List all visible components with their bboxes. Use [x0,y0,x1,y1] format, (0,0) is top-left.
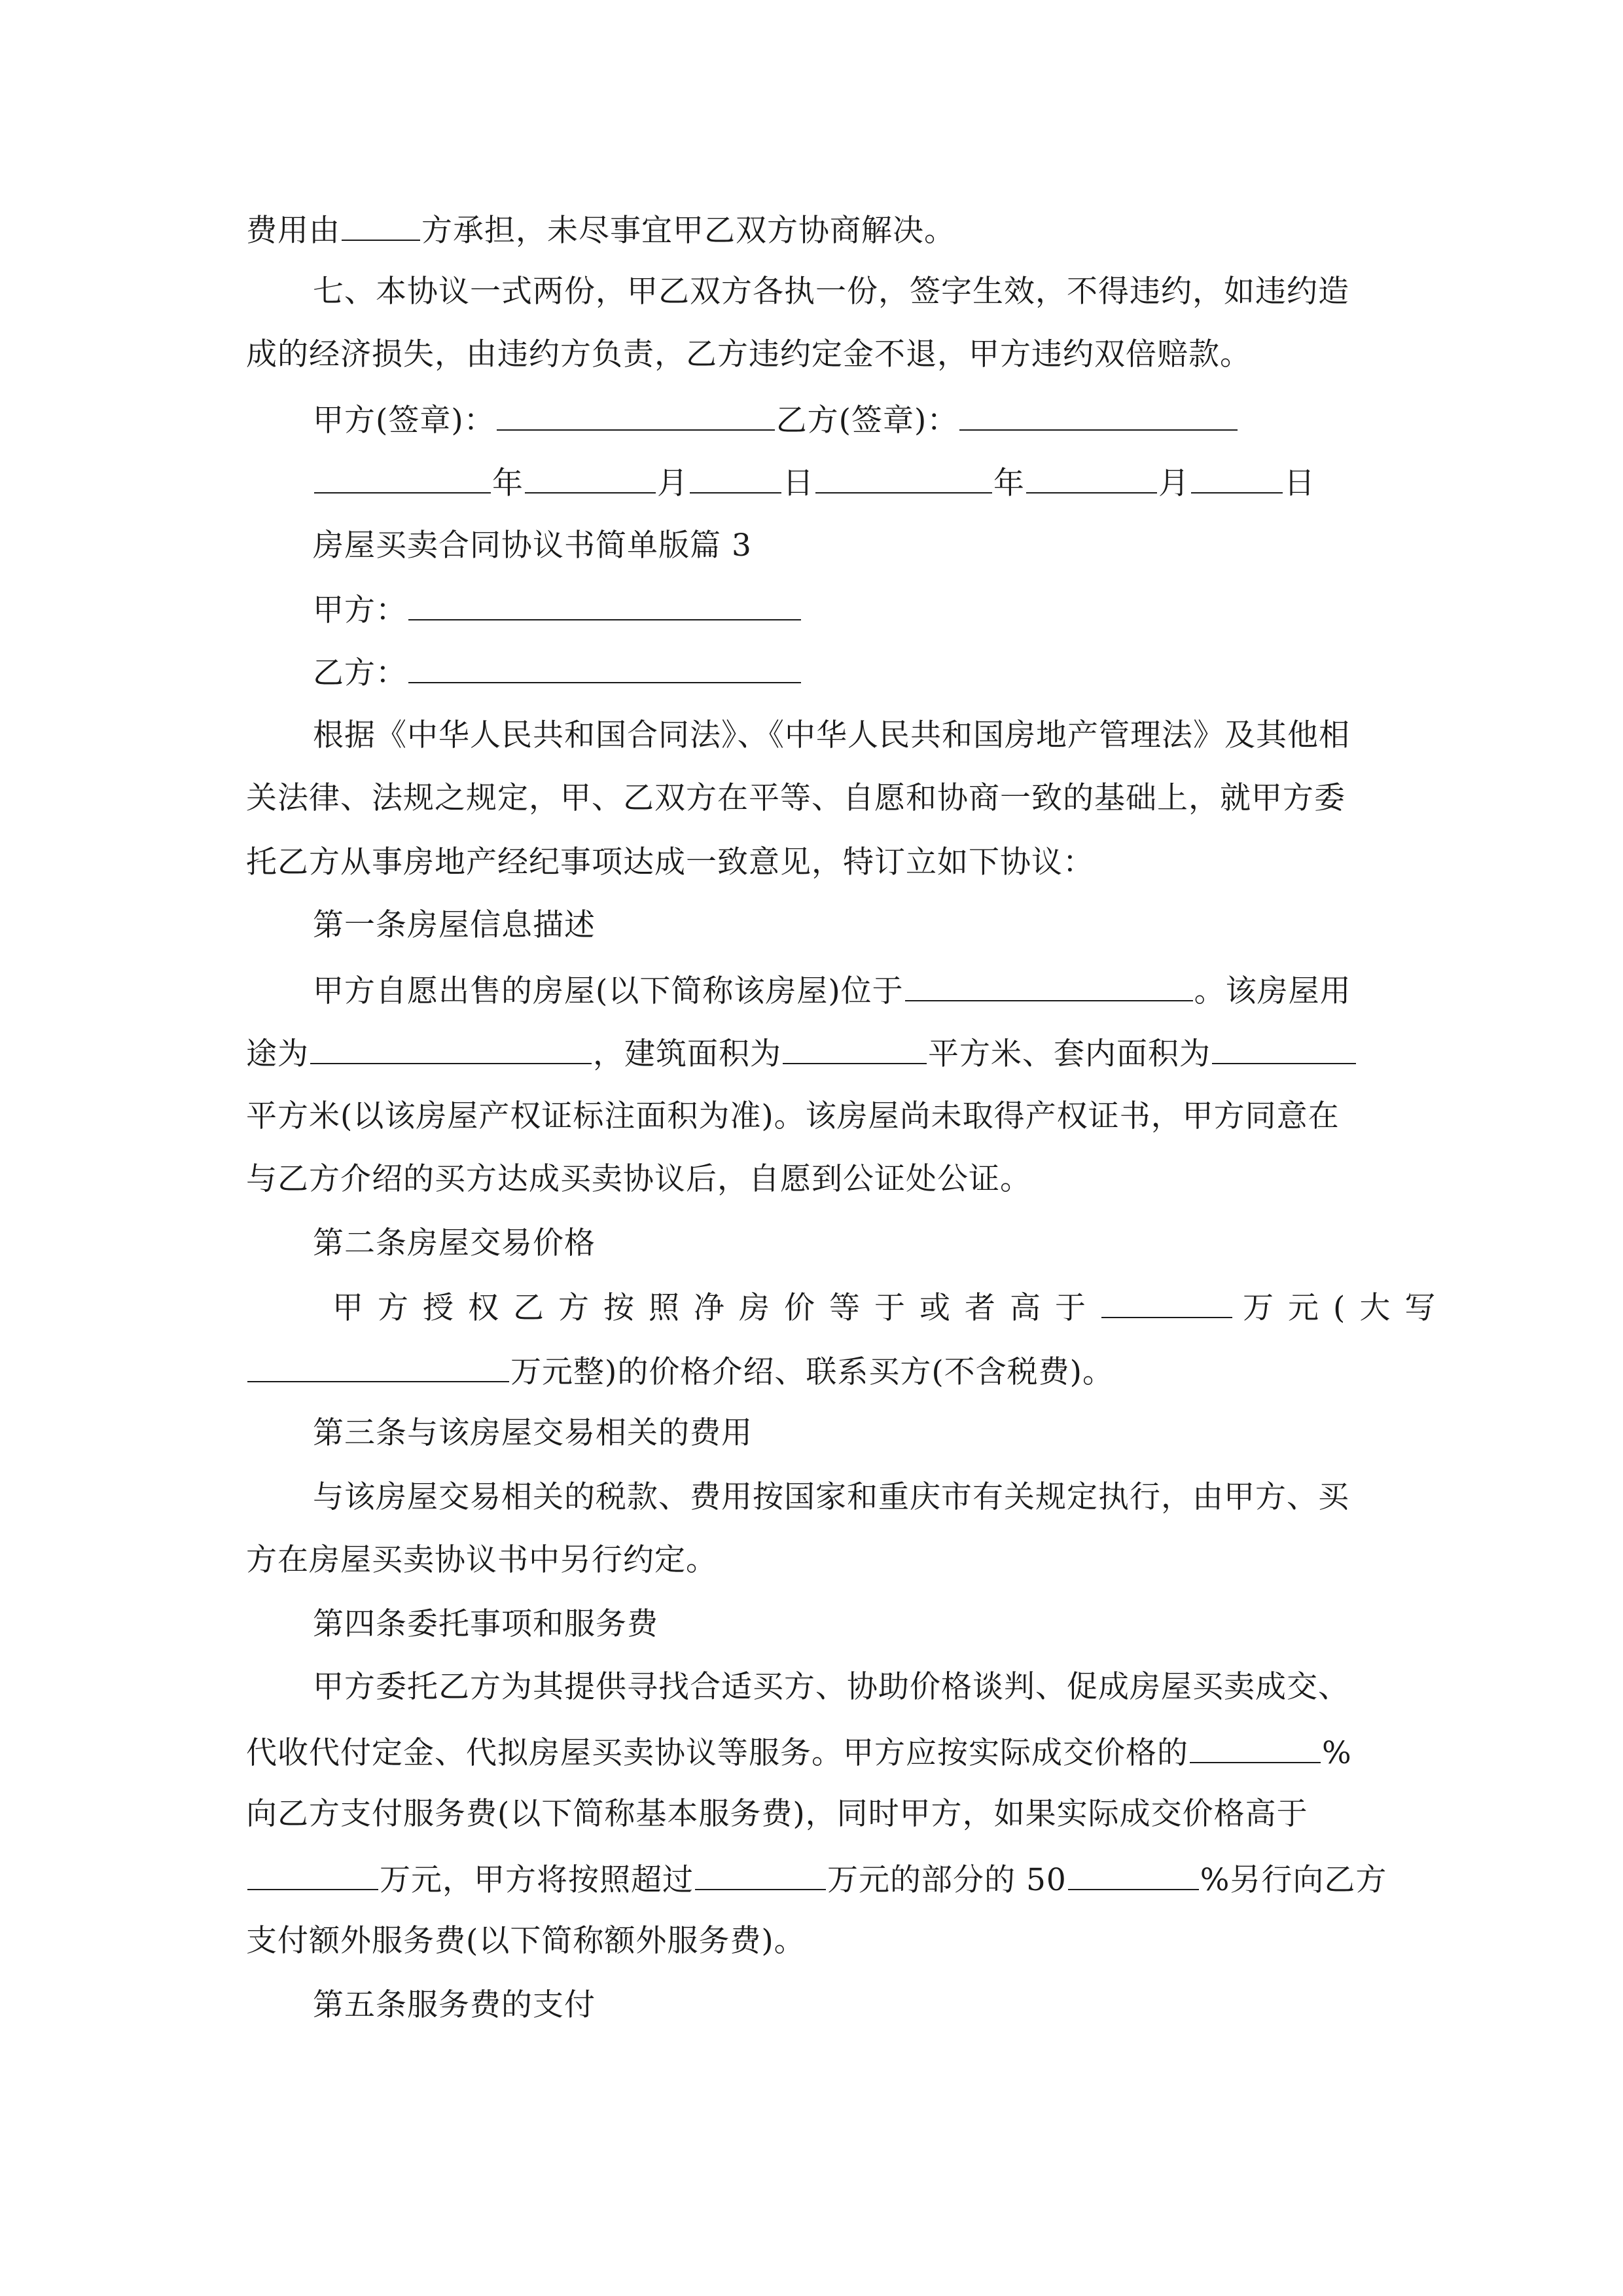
fill-blank [1190,1732,1321,1763]
fill-blank [959,399,1238,431]
signature-line [313,399,1378,440]
text-segment: 费用由 [246,213,340,249]
fill-blank [1191,462,1283,493]
text-line: 甲方授权乙方按照净房价等于或者高于 万元(大写 [332,1287,1465,1328]
fill-blank [1026,462,1157,493]
text-line: 与该房屋交易相关的税款、费用按国家和重庆市有关规定执行，由甲方、买 [313,1479,1349,1515]
article-heading: 第五条服务费的支付 [313,1987,596,2023]
fill-blank [905,970,1193,1001]
party-a-seal-label: 甲方(签章)： [313,403,495,439]
fill-blank [314,462,491,493]
text-line: 成的经济损失，由违约方负责，乙方违约定金不退，甲方违约双倍赔款。 [246,336,1251,372]
text-line: 向乙方支付服务费(以下简称基本服务费)，同时甲方，如果实际成交价格高于 [246,1796,1308,1832]
article-heading: 第二条房屋交易价格 [313,1225,596,1261]
fill-blank [408,589,801,620]
fill-blank [690,462,781,493]
fill-blank [815,462,992,493]
party-b-seal-label: 乙方(签章)： [776,403,959,439]
fill-blank [1212,1033,1356,1064]
text-line: 支付额外服务费(以下简称额外服务费)。 [246,1923,806,1959]
fill-blank [310,1033,592,1064]
article-heading: 第一条房屋信息描述 [313,907,596,943]
text-line: 甲方委托乙方为其提供寻找合适买方、协助价格谈判、促成房屋买卖成交、 [313,1669,1349,1705]
fill-blank [408,652,801,683]
text-segment: 方承担，未尽事宜甲乙双方协商解决。 [421,213,955,249]
text-line: 万元整)的价格介绍、联系买方(不含税费)。 [246,1351,1378,1392]
party-b-line: 乙方： [313,652,1378,693]
fill-blank [1101,1287,1232,1318]
text-line: 与乙方介绍的买方达成买卖协议后，自愿到公证处公证。 [246,1161,1031,1197]
article-heading: 第三条与该房屋交易相关的费用 [313,1415,753,1451]
date-line: 年 月 日 年 月 日 [313,462,1378,503]
text-line: 代收代付定金、代拟房屋买卖协议等服务。甲方应按实际成交价格的 % [246,1732,1378,1773]
fill-blank [525,462,656,493]
article-heading: 第四条委托事项和服务费 [313,1606,658,1642]
section-heading: 房屋买卖合同协议书简单版篇 3 [313,528,752,564]
text-line: 途为 ，建筑面积为 平方米、套内面积为 [246,1033,1378,1074]
fill-blank [695,1859,826,1890]
fill-blank [247,1859,378,1890]
fill-blank [247,1351,509,1382]
text-line: 方在房屋买卖协议书中另行约定。 [246,1542,717,1578]
fill-blank [497,399,775,431]
text-line: 托乙方从事房地产经纪事项达成一致意见，特订立如下协议： [246,844,1094,880]
text-line: 关法律、法规之规定，甲、乙双方在平等、自愿和协商一致的基础上，就甲方委 [246,780,1346,816]
party-a-line: 甲方： [313,589,1378,630]
fill-blank [1068,1859,1199,1890]
text-line: 甲方自愿出售的房屋(以下简称该房屋)位于 。该房屋用 [313,970,1378,1011]
text-line [246,209,1378,251]
text-line: 万元，甲方将按照超过 万元的部分的 50 %另行向乙方 [246,1859,1378,1900]
text-line: 平方米(以该房屋产权证标注面积为准)。该房屋尚未取得产权证书，甲方同意在 [246,1098,1340,1134]
text-line: 七、本协议一式两份，甲乙双方各执一份，签字生效，不得违约，如违约造 [313,274,1349,310]
text-line: 根据《中华人民共和国合同法》、《中华人民共和国房地产管理法》及其他相 [313,717,1350,753]
fill-blank [342,209,420,241]
fill-blank [783,1033,927,1064]
